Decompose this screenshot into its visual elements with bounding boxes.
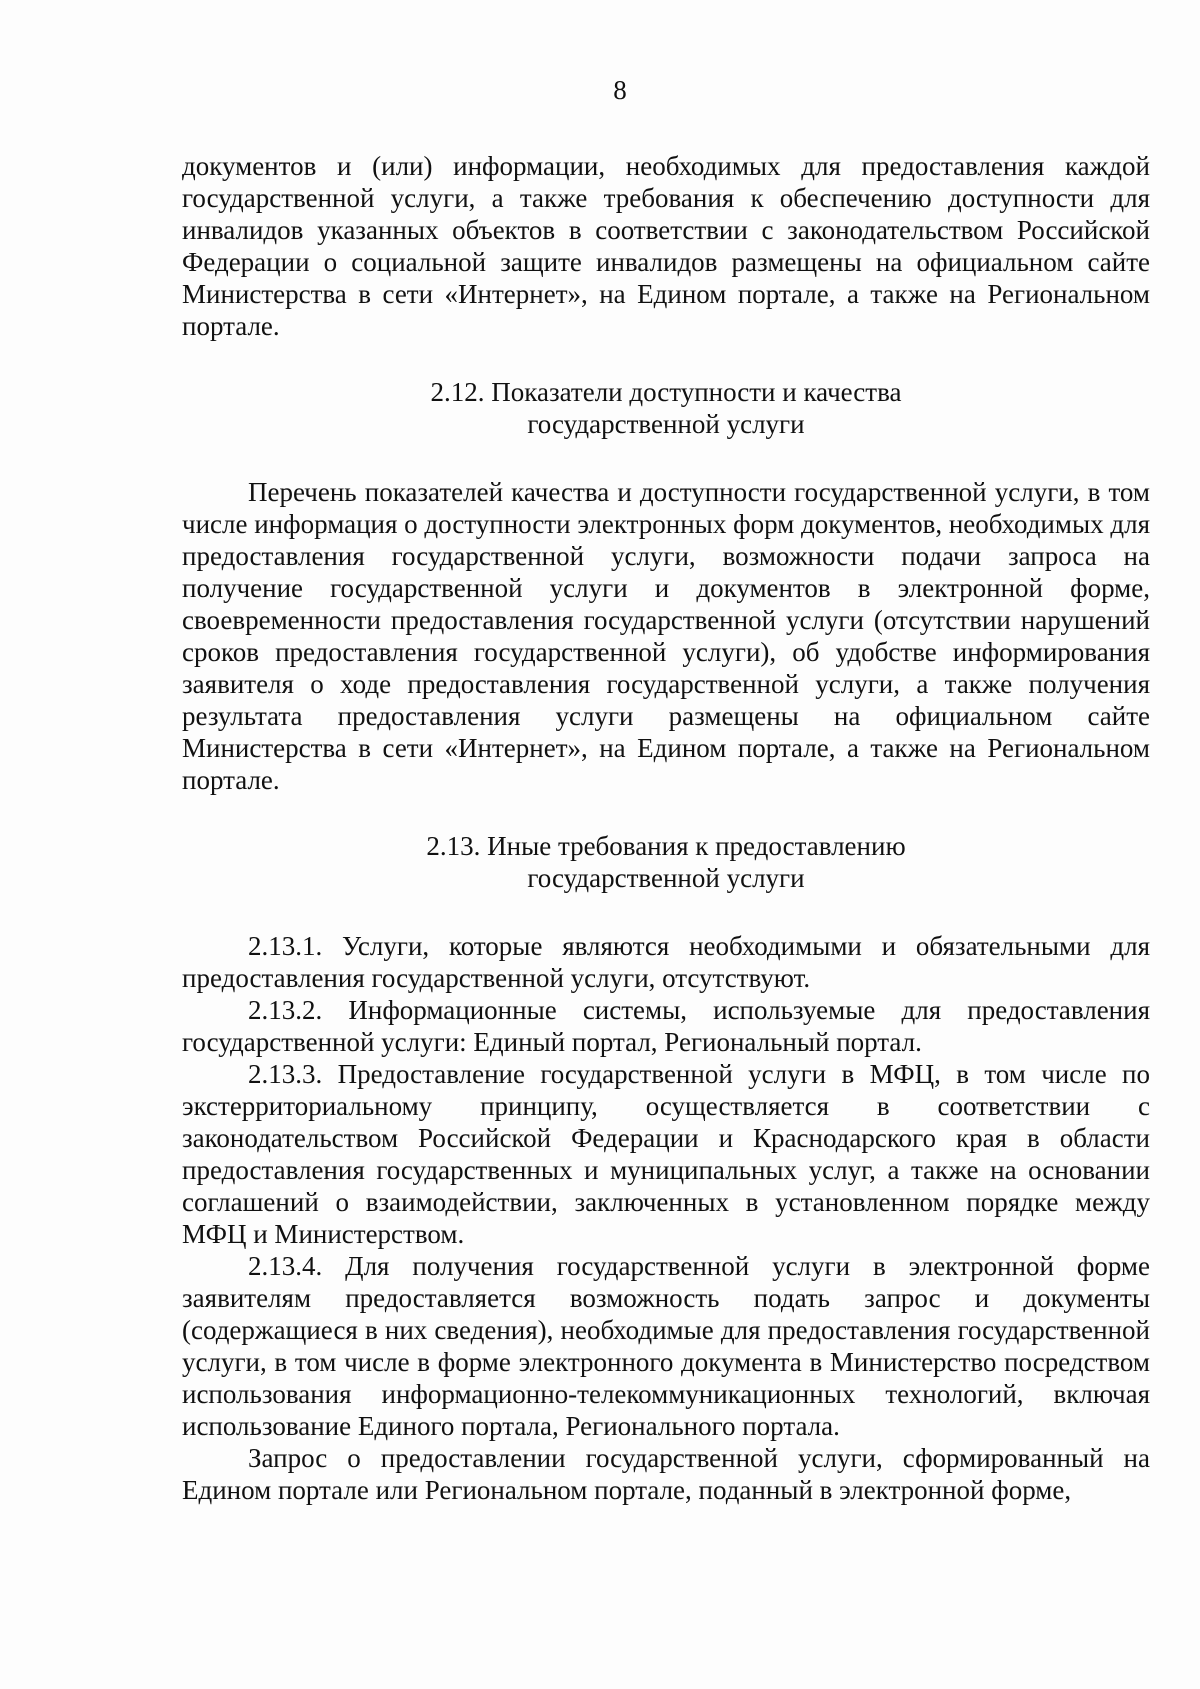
section-heading-2-13-line1: 2.13. Иные требования к предоставлению xyxy=(426,831,906,861)
paragraph-2-13-4: 2.13.4. Для получения государственной услуги в электронной форме заявителям предоставляется возможность подать запрос и документы (содержащиеся в них сведения), необходимые для предоставления государственной услуги, в том числе в форме электронного документа в Министерство посредством использования информационно-телекоммуникационных технологий, включая использование Единого портала, Регионального портала. xyxy=(182,1251,1150,1441)
paragraph-request: Запрос о предоставлении государственной услуги, сформированный на Едином портале или Региональном портале, поданный в электронной форме, xyxy=(182,1443,1150,1505)
section-heading-2-12-line1: 2.12. Показатели доступности и качества xyxy=(430,377,902,407)
paragraph-2-13-2: 2.13.2. Информационные системы, используемые для предоставления государственной услуги: Единый портал, Региональный портал. xyxy=(182,995,1150,1057)
page-number: 8 xyxy=(613,75,627,105)
paragraph-2-13-3: 2.13.3. Предоставление государственной услуги в МФЦ, в том числе по экстерриториальному принципу, осуществляется в соответствии с законодательством Российской Федерации и Краснодарского края в области предоставления государственных и муниципальных услуг, а также на основании соглашений о взаимодействии, заключенных в установленном порядке между МФЦ и Министерством. xyxy=(182,1059,1150,1249)
paragraph-2-12: Перечень показателей качества и доступности государственной услуги, в том числе информация о доступности электронных форм документов, необходимых для предоставления государственной услуги, возможности подачи запроса на получение государственной услуги и документов в электронной форме, своевременности предоставления государственной услуги (отсутствии нарушений сроков предоставления государственной услуги), об удобстве информирования заявителя о ходе предоставления государственной услуги, а также получения результата предоставления услуги размещены на официальном сайте Министерства в сети «Интернет», на Едином портале, а также на Региональном портале. xyxy=(182,477,1150,795)
paragraph-intro: документов и (или) информации, необходимых для предоставления каждой государственной услуги, а также требования к обеспечению доступности для инвалидов указанных объектов в соответствии с законодательством Российской Федерации о социальной защите инвалидов размещены на официальном сайте Министерства в сети «Интернет», на Едином портале, а также на Региональном портале. xyxy=(182,151,1150,341)
section-heading-2-13-line2: государственной услуги xyxy=(527,863,805,893)
section-heading-2-12-line2: государственной услуги xyxy=(527,409,805,439)
section-heading-2-12 xyxy=(182,376,1150,440)
document-body xyxy=(182,150,1150,1506)
section-heading-2-13 xyxy=(182,830,1150,894)
paragraph-2-13-1: 2.13.1. Услуги, которые являются необходимыми и обязательными для предоставления государственной услуги, отсутствуют. xyxy=(182,931,1150,993)
